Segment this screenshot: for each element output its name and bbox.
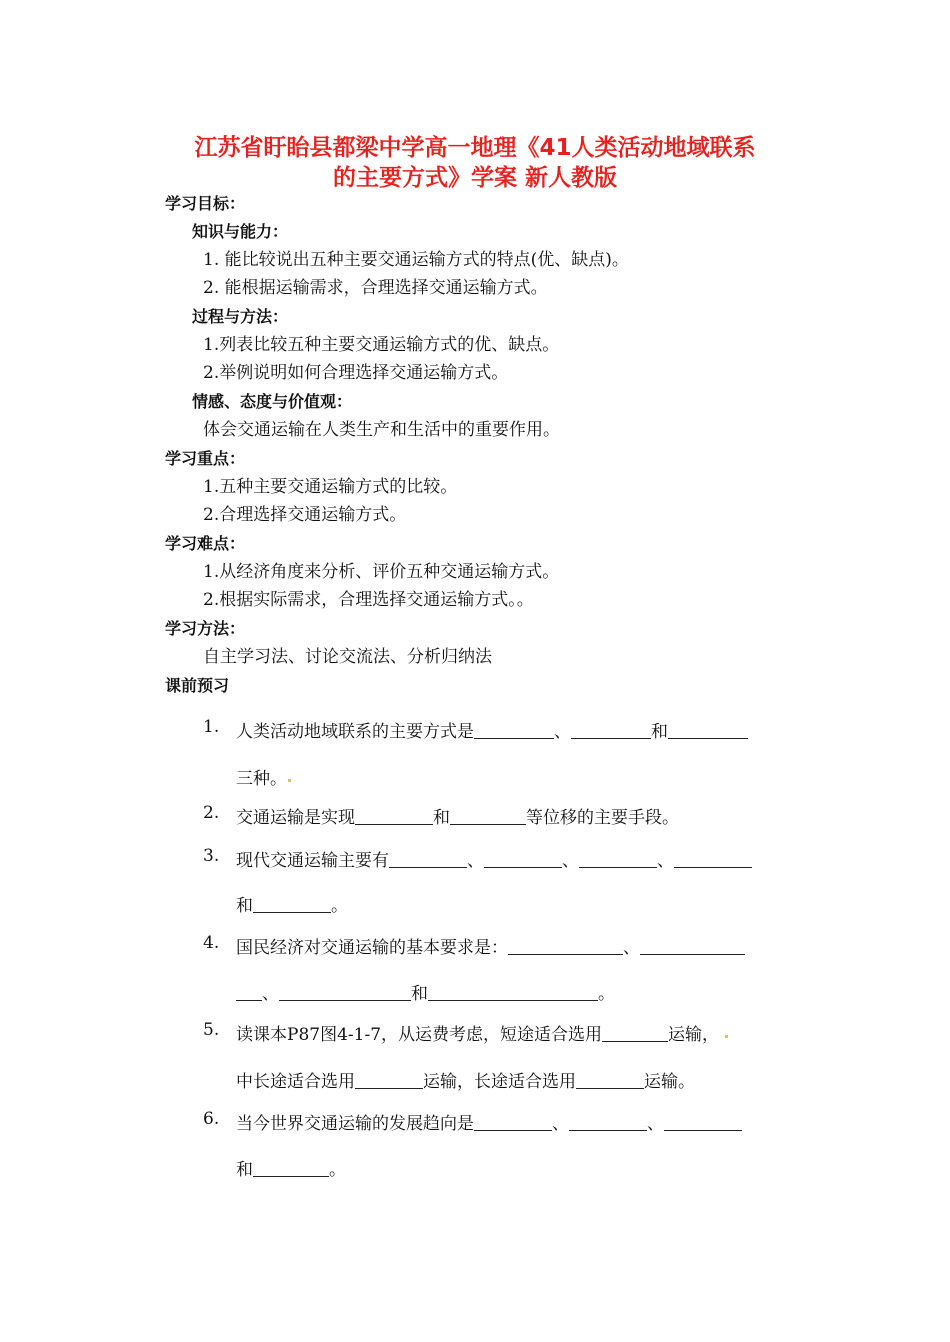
answer-blank[interactable] (508, 938, 623, 955)
document-title-line1: 江苏省盱眙县都梁中学高一地理《41人类活动地域联系 (194, 135, 756, 161)
knowledge-item: 1. 能比较说出五种主要交通运输方式的特点(优、缺点)。 (203, 250, 629, 270)
question-text: 当今世界交通运输的发展趋向是 (236, 1114, 474, 1134)
question-text: 和 (651, 722, 668, 742)
answer-blank[interactable] (484, 851, 562, 868)
answer-blank[interactable] (355, 1072, 423, 1089)
question-text: 人类活动地域联系的主要方式是 (236, 722, 474, 742)
question-text: 、 (262, 984, 279, 1004)
answer-blank[interactable] (389, 851, 467, 868)
question-text: 、 (554, 722, 571, 742)
question-6-line2 (236, 1155, 346, 1180)
answer-blank[interactable] (579, 851, 657, 868)
answer-blank[interactable] (355, 808, 433, 825)
question-text: 和 (411, 984, 428, 1004)
knowledge-item: 2. 能根据运输需求，合理选择交通运输方式。 (203, 278, 548, 298)
mark-dot (725, 1035, 728, 1038)
answer-blank[interactable] (640, 938, 745, 955)
question-text: 运输，长途适合选用 (423, 1072, 576, 1092)
objectives-heading: 学习目标： (165, 194, 246, 213)
difficulties-heading: 学习难点： (165, 534, 246, 553)
answer-blank[interactable] (569, 1114, 647, 1131)
methods-text: 自主学习法、讨论交流法、分析归纳法 (203, 647, 492, 667)
emotion-text: 体会交通运输在人类生产和生活中的重要作用。 (203, 420, 560, 440)
answer-blank[interactable] (253, 1160, 329, 1177)
question-text: 和 (433, 808, 450, 828)
question-text: 。 (598, 984, 615, 1004)
methods-heading: 学习方法： (165, 619, 246, 638)
question-text: 、 (467, 851, 484, 871)
question-5-line2 (236, 1067, 695, 1092)
question-2 (236, 803, 679, 828)
answer-blank[interactable] (450, 808, 526, 825)
answer-blank[interactable] (668, 722, 748, 739)
question-text: 和 (236, 1160, 253, 1180)
answer-blank[interactable] (253, 896, 331, 913)
process-heading: 过程与方法： (192, 307, 289, 326)
question-text: 三种。 (236, 769, 287, 789)
question-5-line1 (236, 1020, 728, 1045)
difficulty-item: 2.根据实际需求，合理选择交通运输方式。。 (203, 590, 534, 610)
question-1-line2 (236, 764, 291, 789)
question-text: 读课本P87图4-1-7，从运费考虑，短途适合选用 (236, 1025, 603, 1045)
question-number: 5. (203, 1020, 220, 1040)
question-text: 运输， (668, 1025, 720, 1045)
question-text: 交通运输是实现 (236, 808, 355, 828)
question-number: 2. (203, 803, 220, 823)
answer-blank[interactable] (236, 984, 262, 1001)
document-title-line2: 的主要方式》学案 新人教版 (332, 165, 617, 191)
key-point-item: 2.合理选择交通运输方式。 (203, 505, 407, 525)
question-text: 现代交通运输主要有 (236, 851, 389, 871)
answer-blank[interactable] (674, 851, 752, 868)
question-text: 。 (329, 1160, 346, 1180)
question-number: 4. (203, 933, 220, 953)
question-3-line1 (236, 846, 752, 871)
question-text: 、 (562, 851, 579, 871)
question-text: 、 (657, 851, 674, 871)
answer-blank[interactable] (576, 1072, 644, 1089)
process-item: 2.举例说明如何合理选择交通运输方式。 (203, 363, 509, 383)
question-3-line2 (236, 891, 348, 916)
question-text: 和 (236, 896, 253, 916)
question-text: 、 (647, 1114, 664, 1134)
question-text: 运输。 (644, 1072, 695, 1092)
question-1-line1 (236, 717, 748, 742)
answer-blank[interactable] (279, 984, 411, 1001)
answer-blank[interactable] (571, 722, 651, 739)
preview-heading: 课前预习 (165, 676, 230, 695)
answer-blank[interactable] (474, 1114, 552, 1131)
question-text: 等位移的主要手段。 (526, 808, 679, 828)
question-6-line1 (236, 1109, 742, 1134)
question-number: 3. (203, 846, 220, 866)
answer-blank[interactable] (428, 984, 598, 1001)
question-4-line1 (236, 933, 745, 958)
answer-blank[interactable] (602, 1025, 668, 1042)
answer-blank[interactable] (664, 1114, 742, 1131)
mark-dot (288, 779, 291, 782)
question-text: 、 (623, 938, 640, 958)
difficulty-item: 1.从经济角度来分析、评价五种交通运输方式。 (203, 562, 560, 582)
question-text: 中长途适合选用 (236, 1072, 355, 1092)
question-text: 国民经济对交通运输的基本要求是： (236, 938, 508, 958)
answer-blank[interactable] (474, 722, 554, 739)
question-4-line2 (236, 979, 615, 1004)
emotion-heading: 情感、态度与价值观： (192, 392, 353, 411)
question-number: 6. (203, 1109, 220, 1129)
knowledge-heading: 知识与能力： (192, 222, 289, 241)
key-points-heading: 学习重点： (165, 449, 246, 468)
question-text: 、 (552, 1114, 569, 1134)
process-item: 1.列表比较五种主要交通运输方式的优、缺点。 (203, 335, 560, 355)
key-point-item: 1.五种主要交通运输方式的比较。 (203, 477, 458, 497)
question-number: 1. (203, 717, 220, 737)
question-text: 。 (331, 896, 348, 916)
